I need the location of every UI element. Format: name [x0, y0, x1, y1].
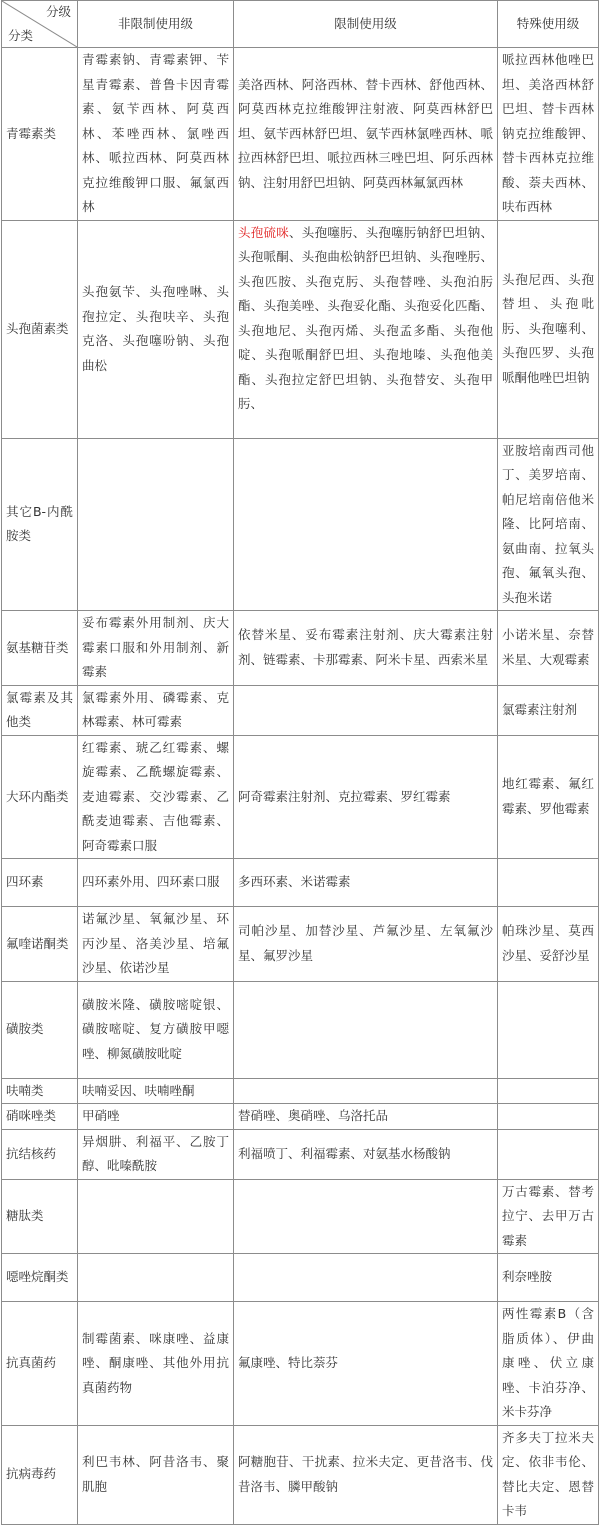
table-row — [2, 1129, 599, 1179]
table-row — [2, 1425, 599, 1524]
nonrestricted-cell: 呋喃妥因、呋喃唑酮 — [78, 1078, 234, 1104]
category-cell: 抗真菌药 — [2, 1302, 78, 1426]
table-row — [2, 220, 599, 438]
nonrestricted-cell: 甲硝唑 — [78, 1104, 234, 1130]
category-cell: 呋喃类 — [2, 1078, 78, 1104]
table-row — [2, 1302, 599, 1426]
restricted-cell — [234, 1078, 498, 1104]
special-cell: 小诺米星、奈替米星、大观霉素 — [498, 611, 599, 686]
category-cell: 其它B-内酰胺类 — [2, 438, 78, 611]
special-cell: 帕珠沙星、莫西沙星、妥舒沙星 — [498, 907, 599, 982]
special-cell — [498, 981, 599, 1078]
antibiotic-classification-table — [1, 0, 599, 1525]
restricted-cell: 司帕沙星、加替沙星、芦氟沙星、左氧氟沙星、氟罗沙星 — [234, 907, 498, 982]
special-cell: 两性霉素B（含脂质体）、伊曲康唑、伏立康唑、卡泊芬净、米卡芬净 — [498, 1302, 599, 1426]
category-cell: 糖肽类 — [2, 1179, 78, 1254]
restricted-cell: 多西环素、米诺霉素 — [234, 859, 498, 907]
special-cell: 万古霉素、替考拉宁、去甲万古霉素 — [498, 1179, 599, 1254]
table-row — [2, 685, 599, 735]
restricted-text: 、头孢噻肟、头孢噻肟钠舒巴坦钠、头孢哌酮、头孢曲松钠舒巴坦钠、头孢唑肟、头孢匹胺、头孢克肟、头孢替唑、头孢泊肟酯、头孢美唑、头孢妥化酯、头孢妥化匹酯、头孢地尼、头孢丙烯、头孢孟多酯、头孢他啶、头孢哌酮舒巴坦、头孢地嗪、头孢他美酯、头孢拉定舒巴坦钠、头孢替安、头孢甲肟、 — [238, 224, 493, 411]
nonrestricted-cell: 利巴韦林、阿昔洛韦、聚肌胞 — [78, 1425, 234, 1524]
nonrestricted-cell — [78, 1254, 234, 1302]
category-cell: 氯霉素及其他类 — [2, 685, 78, 735]
table-row — [2, 611, 599, 686]
special-cell: 齐多夫丁拉米夫定、依非韦伦、替比夫定、恩替卡韦 — [498, 1425, 599, 1524]
category-cell: 氨基糖苷类 — [2, 611, 78, 686]
restricted-cell — [234, 438, 498, 611]
nonrestricted-cell: 红霉素、琥乙红霉素、螺旋霉素、乙酰螺旋霉素、麦迪霉素、交沙霉素、乙酰麦迪霉素、吉他霉素、阿奇霉素口服 — [78, 735, 234, 859]
table-row — [2, 48, 599, 221]
nonrestricted-cell: 妥布霉素外用制剂、庆大霉素口服和外用制剂、新霉素 — [78, 611, 234, 686]
restricted-cell — [234, 981, 498, 1078]
category-cell: 头孢菌素类 — [2, 220, 78, 438]
restricted-cell — [234, 1254, 498, 1302]
category-cell: 大环内酯类 — [2, 735, 78, 859]
header-nonrestricted: 非限制使用级 — [78, 1, 234, 48]
special-cell — [498, 1129, 599, 1179]
table-row — [2, 981, 599, 1078]
table-row — [2, 1078, 599, 1104]
category-cell: 抗结核药 — [2, 1129, 78, 1179]
highlighted-drug: 头孢硫咪 — [238, 224, 290, 240]
special-cell: 哌拉西林他唑巴坦、美洛西林舒巴坦、替卡西林钠克拉维酸钾、替卡西林克拉维酸、萘夫西林、呋布西林 — [498, 48, 599, 221]
category-cell: 氟喹诺酮类 — [2, 907, 78, 982]
nonrestricted-cell: 异烟肼、利福平、乙胺丁醇、吡嗪酰胺 — [78, 1129, 234, 1179]
special-cell: 氯霉素注射剂 — [498, 685, 599, 735]
category-cell: 硝咪唑类 — [2, 1104, 78, 1130]
header-corner-cell — [2, 1, 78, 48]
special-cell: 地红霉素、氟红霉素、罗他霉素 — [498, 735, 599, 859]
nonrestricted-cell: 诺氟沙星、氧氟沙星、环丙沙星、洛美沙星、培氟沙星、依诺沙星 — [78, 907, 234, 982]
special-cell — [498, 1078, 599, 1104]
special-cell — [498, 1104, 599, 1130]
restricted-cell — [234, 685, 498, 735]
header-row — [2, 1, 599, 48]
table-row — [2, 1104, 599, 1130]
nonrestricted-cell: 四环素外用、四环素口服 — [78, 859, 234, 907]
restricted-cell — [234, 1179, 498, 1254]
nonrestricted-cell: 青霉素钠、青霉素钾、苄星青霉素、普鲁卡因青霉素、氨苄西林、阿莫西林、苯唑西林、氯唑西林、哌拉西林、阿莫西林克拉维酸钾口服、氟氯西林 — [78, 48, 234, 221]
restricted-cell: 利福喷丁、利福霉素、对氨基水杨酸钠 — [234, 1129, 498, 1179]
header-restricted: 限制使用级 — [234, 1, 498, 48]
restricted-cell — [234, 220, 498, 438]
special-cell: 利奈唑胺 — [498, 1254, 599, 1302]
category-cell: 噁唑烷酮类 — [2, 1254, 78, 1302]
nonrestricted-cell: 磺胺米隆、磺胺嘧啶银、磺胺嘧啶、复方磺胺甲噁唑、柳氮磺胺吡啶 — [78, 981, 234, 1078]
header-corner-top: 分级 — [45, 4, 71, 19]
nonrestricted-cell: 氯霉素外用、磷霉素、克林霉素、林可霉素 — [78, 685, 234, 735]
category-cell: 青霉素类 — [2, 48, 78, 221]
category-cell: 四环素 — [2, 859, 78, 907]
nonrestricted-cell: 制霉菌素、咪康唑、益康唑、酮康唑、其他外用抗真菌药物 — [78, 1302, 234, 1426]
table-row — [2, 735, 599, 859]
category-cell: 抗病毒药 — [2, 1425, 78, 1524]
restricted-cell: 阿糖胞苷、干扰素、拉米夫定、更昔洛韦、伐昔洛韦、膦甲酸钠 — [234, 1425, 498, 1524]
category-cell: 磺胺类 — [2, 981, 78, 1078]
restricted-cell: 替硝唑、奥硝唑、乌洛托品 — [234, 1104, 498, 1130]
table-row — [2, 1179, 599, 1254]
table-row — [2, 1254, 599, 1302]
restricted-cell: 阿奇霉素注射剂、克拉霉素、罗红霉素 — [234, 735, 498, 859]
restricted-cell: 美洛西林、阿洛西林、替卡西林、舒他西林、阿莫西林克拉维酸钾注射液、阿莫西林舒巴坦、氨苄西林舒巴坦、氨苄西林氯唑西林、哌拉西林舒巴坦、哌拉西林三唑巴坦、阿乐西林钠、注射用舒巴坦钠、阿莫西林氟氯西林 — [234, 48, 498, 221]
nonrestricted-cell: 头孢氨苄、头孢唑啉、头孢拉定、头孢呋辛、头孢克洛、头孢噻吩钠、头孢曲松 — [78, 220, 234, 438]
table-row — [2, 859, 599, 907]
nonrestricted-cell — [78, 1179, 234, 1254]
special-cell: 亚胺培南西司他丁、美罗培南、帕尼培南倍他米隆、比阿培南、氨曲南、拉氧头孢、氟氧头孢、头孢米诺 — [498, 438, 599, 611]
special-cell — [498, 859, 599, 907]
table-row — [2, 438, 599, 611]
nonrestricted-cell — [78, 438, 234, 611]
header-special: 特殊使用级 — [498, 1, 599, 48]
table-row — [2, 907, 599, 982]
header-corner-bottom: 分类 — [8, 28, 34, 43]
restricted-cell: 依替米星、妥布霉素注射剂、庆大霉素注射剂、链霉素、卡那霉素、阿米卡星、西索米星 — [234, 611, 498, 686]
special-cell: 头孢尼西、头孢替坦、头孢吡肟、头孢噻利、头孢匹罗、头孢哌酮他唑巴坦钠 — [498, 220, 599, 438]
restricted-cell: 氟康唑、特比萘芬 — [234, 1302, 498, 1426]
